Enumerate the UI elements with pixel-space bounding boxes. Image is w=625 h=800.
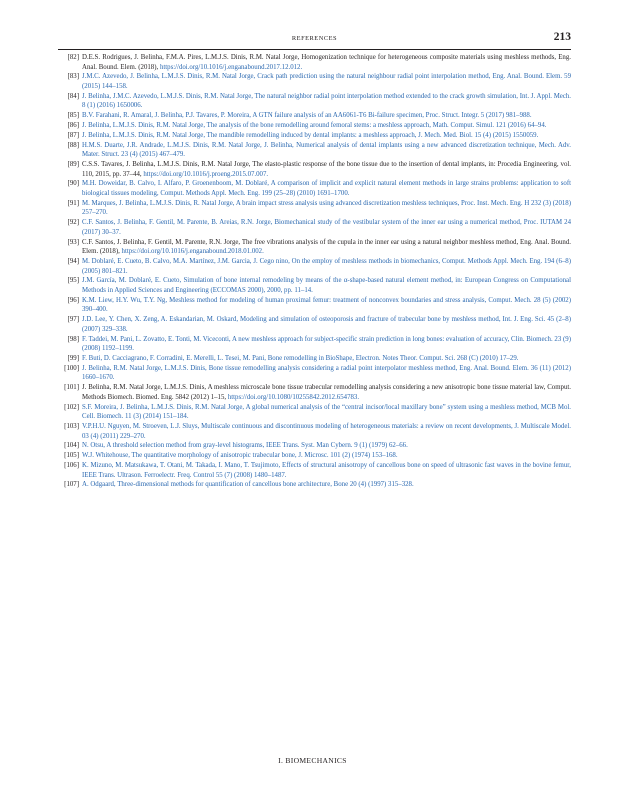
reference-text[interactable]: S.F. Moreira, J. Belinha, L.M.J.S. Dinis, R.M. Natal Jorge, A global numerical analysis of the “central incisor/local maxillary bone” system using a meshless method, MCB Mol. Cell. Biomech. 11 (3) (2014) 151–184. (82, 403, 571, 421)
reference-text[interactable]: C.F. Santos, J. Belinha, F. Gentil, M. Parente, B. Areias, R.N. Jorge, Biomechanical study of the vestibular system of the inner ear using a numerical method, Proc. IUTAM 24 (2017) 30–37. (82, 219, 571, 236)
reference-text[interactable]: J. Belinha, J.M.C. Azevedo, L.M.J.S. Dinis, R.M. Natal Jorge, The natural neighbor radial point interpolation method extended to the crack growth simulation, Int. J. Appl. Mech. 8 (1) (2016) 1650006. (82, 92, 571, 110)
reference-item[interactable] (58, 441, 571, 451)
reference-number: [106] (64, 462, 79, 470)
reference-item[interactable] (58, 451, 571, 461)
reference-item[interactable] (58, 179, 571, 198)
reference-text[interactable]: J.D. Lee, Y. Chen, X. Zeng, A. Eskandarian, M. Oskard, Modeling and simulation of osteoporosis and fracture of trabecular bone by meshless method, Int. J. Eng. Sci. 45 (2–8) (2007) 329–338. (82, 316, 571, 333)
reference-number: [89] (67, 161, 79, 169)
reference-item[interactable] (58, 131, 571, 141)
reference-number: [105] (64, 452, 79, 460)
doi-link[interactable]: https://doi.org/10.1016/j.enganabound.2018.01.002. (121, 248, 264, 256)
reference-text[interactable]: J. Belinha, L.M.J.S. Dinis, R.M. Natal Jorge, The analysis of the bone remodelling around femoral stems: a meshless approach, Math. Comput. Simul. 121 (2016) 64–94. (82, 122, 547, 130)
doi-link[interactable]: https://doi.org/10.1016/j.enganabound.2017.12.012. (159, 63, 303, 71)
reference-number: [93] (67, 238, 79, 246)
reference-number: [101] (64, 384, 79, 392)
reference-number: [91] (67, 199, 79, 207)
reference-text[interactable]: A. Odgaard, Three-dimensional methods for quantification of cancellous bone architecture, Bone 20 (4) (1997) 315–328. (82, 481, 414, 489)
reference-number: [107] (64, 481, 79, 489)
reference-number: [82] (67, 54, 79, 61)
reference-item[interactable] (58, 199, 571, 218)
reference-number: [104] (64, 442, 79, 450)
reference-item[interactable] (58, 480, 571, 490)
reference-item (58, 160, 571, 179)
reference-number: [96] (67, 296, 79, 304)
reference-number: [102] (64, 403, 79, 411)
reference-text[interactable]: J. Belinha, L.M.J.S. Dinis, R.M. Natal Jorge, The mandible remodelling induced by dental implants: a meshless approach, J. Mech. Med. Biol. 15 (4) (2015) 1550059. (82, 131, 539, 139)
reference-number: [92] (67, 219, 79, 227)
reference-number: [85] (67, 112, 79, 120)
reference-item[interactable] (58, 364, 571, 383)
reference-item[interactable] (58, 92, 571, 111)
header-rule (58, 49, 571, 50)
reference-item[interactable] (58, 422, 571, 441)
reference-number: [99] (67, 355, 79, 362)
reference-number: [87] (67, 131, 79, 139)
reference-number: [84] (67, 92, 79, 100)
reference-item (58, 238, 571, 257)
reference-text[interactable]: K.M. Liew, H.Y. Wu, T.Y. Ng, Meshless method for modeling of human proximal femur: treatment of nonconvex boundaries and stress analysis, Comput. Mech. 28 (5) (2002) 390–400. (82, 296, 571, 314)
page-footer: I. BIOMECHANICS (278, 756, 347, 765)
reference-text: C.F. Santos, J. Belinha, F. Gentil, M. Parente, R.N. Jorge, The free vibrations analysis of the cupula in the inner ear using a natural neighbor meshless method, Eng. Anal. Bound. Elem. (2018), (82, 238, 571, 256)
reference-text[interactable]: M.H. Doweidar, B. Calvo, I. Alfaro, P. Groenenboom, M. Doblaré, A comparison of implicit and explicit natural element methods in large strains problems: application to soft biological tissues modeling, Comput. Methods Appl. Mech. Eng. 199 (25–28) (2010) 1691–1700. (82, 180, 571, 198)
reference-text[interactable]: N. Otsu, A threshold selection method from gray-level histograms, IEEE Trans. Syst. Man Cybern. 9 (1) (1979) 62–66. (82, 442, 408, 450)
reference-text[interactable]: M. Marques, J. Belinha, L.M.J.S. Dinis, R. Natal Jorge, A brain impact stress analysis using advanced discretization meshless techniques, Proc. Inst. Mech. Eng. H 232 (3) (2018) 257–270. (82, 199, 571, 217)
reference-item[interactable] (58, 72, 571, 91)
reference-item[interactable] (58, 257, 571, 276)
reference-number: [98] (67, 335, 79, 343)
reference-text[interactable]: F. Taddei, M. Pani, L. Zovatto, E. Tonti, M. Viceconti, A new meshless approach for subject-specific strain prediction in long bones: evaluation of accuracy, Clin. Biomech. 23 (9) (2008) 1192–1199. (82, 335, 571, 353)
reference-text[interactable]: J.M.C. Azevedo, J. Belinha, L.M.J.S. Dinis, R.M. Natal Jorge, Crack path prediction using the natural neighbour radial point interpolation method, Eng. Anal. Bound. Elem. 59 (2015) 144–158. (82, 73, 571, 90)
reference-item[interactable] (58, 218, 571, 237)
reference-item[interactable] (58, 461, 571, 480)
reference-number: [86] (67, 122, 79, 130)
reference-text: D.E.S. Rodrigues, J. Belinha, F.M.A. Pires, L.M.J.S. Dinis, R.M. Natal Jorge, Homogenization technique for heterogeneous composite materials using meshless methods, Eng. Anal. Bound. Elem. (2018), (82, 54, 571, 71)
reference-number: [103] (64, 423, 79, 431)
reference-number: [94] (67, 258, 79, 266)
page-number: 213 (553, 31, 571, 43)
reference-item[interactable] (58, 121, 571, 131)
doi-link[interactable]: https://doi.org/10.1080/10255842.2012.654783. (227, 393, 360, 401)
reference-text[interactable]: F. Buti, D. Cacciagrano, F. Corradini, E. Merelli, L. Tesei, M. Pani, Bone remodelling in BioShape, Electron. Notes Theor. Comput. Sci. 268 (C) (2010) 17–29. (82, 355, 519, 362)
reference-number: [90] (67, 180, 79, 188)
reference-item[interactable] (58, 296, 571, 315)
reference-text[interactable]: B.V. Farahani, R. Amaral, J. Belinha, P.J. Tavares, P. Moreira, A GTN failure analysis of an AA6061-T6 Bi-failure specimen, Proc. Struct. Integr. 5 (2017) 981–988. (82, 112, 532, 120)
reference-item[interactable] (58, 403, 571, 422)
reference-item[interactable] (58, 315, 571, 334)
reference-number: [100] (64, 364, 79, 372)
reference-item[interactable] (58, 111, 571, 121)
reference-text[interactable]: K. Mizuno, M. Matsukawa, T. Otani, M. Takada, I. Mano, T. Tsujimoto, Effects of structural anisotropy of cancellous bone on speed of ultrasonic fast waves in the bovine femur, IEEE Trans. Ultrason. Ferroelectr. Freq. Control 55 (7) (2008) 1480–1487. (82, 462, 571, 479)
page-header (58, 31, 571, 47)
reference-number: [88] (67, 141, 79, 149)
reference-text[interactable]: H.M.S. Duarte, J.R. Andrade, L.M.J.S. Dinis, R.M. Natal Jorge, J. Belinha, Numerical analysis of dental implants using a new advanced discretization technique, Mech. Adv. Mater. Struct. 23 (4) (2015) 467–479. (82, 141, 571, 159)
reference-text[interactable]: W.J. Whitehouse, The quantitative morphology of anisotropic trabecular bone, J. Microsc. 101 (2) (1974) 153–168. (82, 452, 398, 460)
reference-number: [83] (67, 73, 79, 81)
reference-item (58, 383, 571, 402)
reference-item (58, 53, 571, 72)
doi-link[interactable]: https://doi.org/10.1016/j.proeng.2015.07.007. (143, 170, 269, 178)
reference-text: C.S.S. Tavares, J. Belinha, L.M.J.S. Dinis, R.M. Natal Jorge, The elasto-plastic response of the bone tissue due to the insertion of dental implants, in: Procedia Engineering, vol. 110, 2015, pp. 37–44, (82, 161, 571, 178)
reference-item[interactable] (58, 141, 571, 160)
reference-list (58, 53, 571, 490)
reference-number: [97] (67, 316, 79, 324)
reference-text[interactable]: J.M. García, M. Doblaré, E. Cueto, Simulation of bone internal remodeling by means of the α-shape-based natural element method, in: European Congress on Computational Methods in Applied Sciences and Engineering (ECCOMAS 2000), 2000, pp. 11–14. (82, 277, 571, 294)
reference-item[interactable] (58, 276, 571, 295)
reference-text: J. Belinha, R.M. Natal Jorge, L.M.J.S. Dinis, A meshless microscale bone tissue trabecular remodelling analysis considering a new anisotropic bone tissue material law, Comput. Methods Biomech. Biomed. Eng. 5842 (2012) 1–15, (82, 384, 571, 401)
reference-item[interactable] (58, 354, 571, 364)
reference-item[interactable] (58, 335, 571, 354)
reference-text[interactable]: M. Doblaré, E. Cueto, B. Calvo, M.A. Martínez, J.M. Garcia, J. Cego nino, On the employ of meshless methods in biomechanics, Comput. Methods Appl. Mech. Eng. 194 (6–8) (2005) 801–821. (82, 258, 571, 275)
reference-text[interactable]: J. Belinha, R.M. Natal Jorge, L.M.J.S. Dinis, Bone tissue remodelling analysis considering a radial point interpolator meshless method, Eng. Anal. Bound. Elem. 36 (11) (2012) 1660–1670. (82, 364, 571, 382)
running-head: REFERENCES (291, 35, 338, 42)
reference-number: [95] (67, 277, 79, 285)
reference-text[interactable]: V.P.H.U. Nguyen, M. Stroeven, L.J. Sluys, Multiscale continuous and discontinuous modeling of heterogeneous materials: a review on recent developments, J. Multiscale Model. 03 (4) (2011) 229–270. (82, 423, 571, 440)
